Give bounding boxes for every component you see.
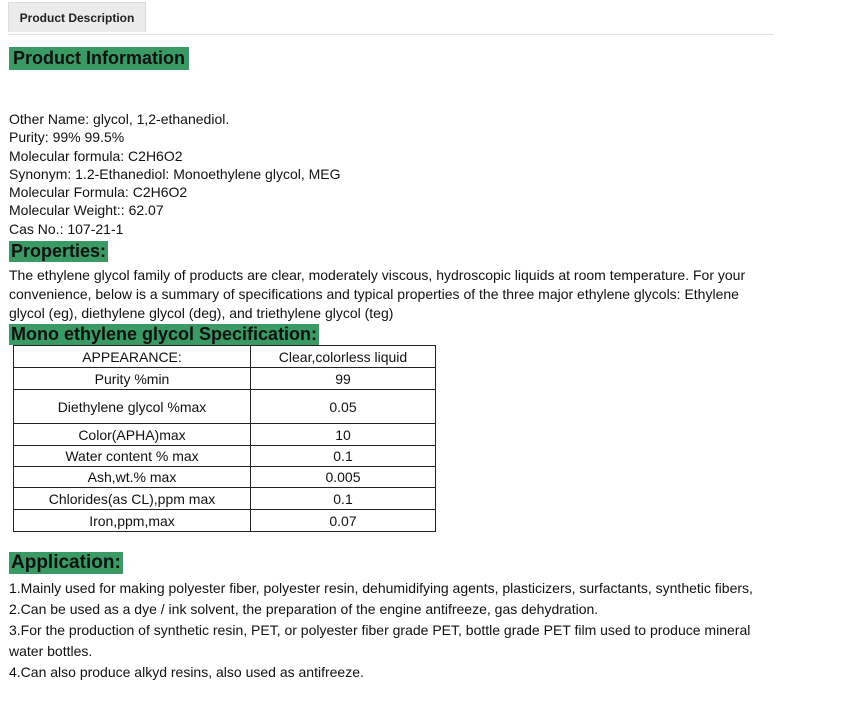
application-item: 4.Can also produce alkyd resins, also used as antifreeze. [9, 664, 364, 680]
spec-value: 0.1 [251, 488, 436, 510]
spec-table [13, 345, 436, 532]
spec-value: 0.005 [251, 467, 436, 488]
spec-value: 99 [251, 368, 436, 390]
spec-value: Clear,colorless liquid [251, 346, 436, 368]
info-synonym: Synonym: 1.2-Ethanediol: Monoethylene glycol, MEG [9, 165, 341, 182]
heading-product-information: Product Information [9, 47, 189, 70]
info-purity: Purity: 99% 99.5% [9, 129, 125, 146]
application-item: 1.Mainly used for making polyester fiber, polyester resin, dehumidifying agents, plasticizers, surfactants, synthetic fibers, [9, 580, 753, 596]
application-item: 2.Can be used as a dye / ink solvent, the preparation of the engine antifreeze, gas dehydration. [9, 601, 599, 617]
spec-label: Diethylene glycol %max [14, 390, 251, 424]
spec-label: Water content % max [14, 446, 251, 467]
spec-label: Iron,ppm,max [14, 510, 251, 532]
heading-spec: Mono ethylene glycol Specification: [11, 324, 318, 344]
table-row [14, 488, 436, 510]
spec-value: 0.05 [251, 390, 436, 424]
table-row [14, 368, 436, 390]
info-cas-no: Cas No.: 107-21-1 [9, 220, 124, 237]
table-row [14, 510, 436, 532]
info-other-name: Other Name: glycol, 1,2-ethanediol. [9, 111, 230, 127]
info-molecular-formula: Molecular formula: C2H6O2 [9, 147, 183, 164]
spec-label: Color(APHA)max [14, 424, 251, 446]
spec-value: 10 [251, 424, 436, 446]
tab-product-description[interactable]: Product Description [8, 2, 146, 32]
heading-properties: Properties: [11, 241, 107, 261]
table-row [14, 446, 436, 467]
heading-application: Application: [11, 552, 121, 573]
product-info-list [9, 110, 341, 238]
spec-label: APPEARANCE: [14, 346, 251, 368]
table-row [14, 424, 436, 446]
tab-bar [8, 2, 774, 35]
spec-label: Ash,wt.% max [14, 467, 251, 488]
application-item: 3.For the production of synthetic resin, PET, or polyester fiber grade PET, bottle grade PET film used to produce mineral water bottles. [9, 622, 751, 659]
application-list [9, 578, 769, 683]
info-molecular-weight: Molecular Weight:: 62.07 [9, 202, 164, 219]
table-row [14, 346, 436, 368]
info-molecular-formula-2: Molecular Formula: C2H6O2 [9, 184, 188, 201]
spec-value: 0.1 [251, 446, 436, 467]
table-row [14, 467, 436, 488]
spec-label: Chlorides(as CL),ppm max [14, 488, 251, 510]
spec-label: Purity %min [14, 368, 251, 390]
properties-paragraph: The ethylene glycol family of products are clear, moderately viscous, hydroscopic liquids at room temperature. For your convenience, below is a summary of specifications and typical properties of the three major ethylene glycols: Ethylene glycol (eg), diethylene glycol (deg), and triethylene glycol (teg) [9, 267, 746, 321]
table-row [14, 390, 436, 424]
spec-value: 0.07 [251, 510, 436, 532]
